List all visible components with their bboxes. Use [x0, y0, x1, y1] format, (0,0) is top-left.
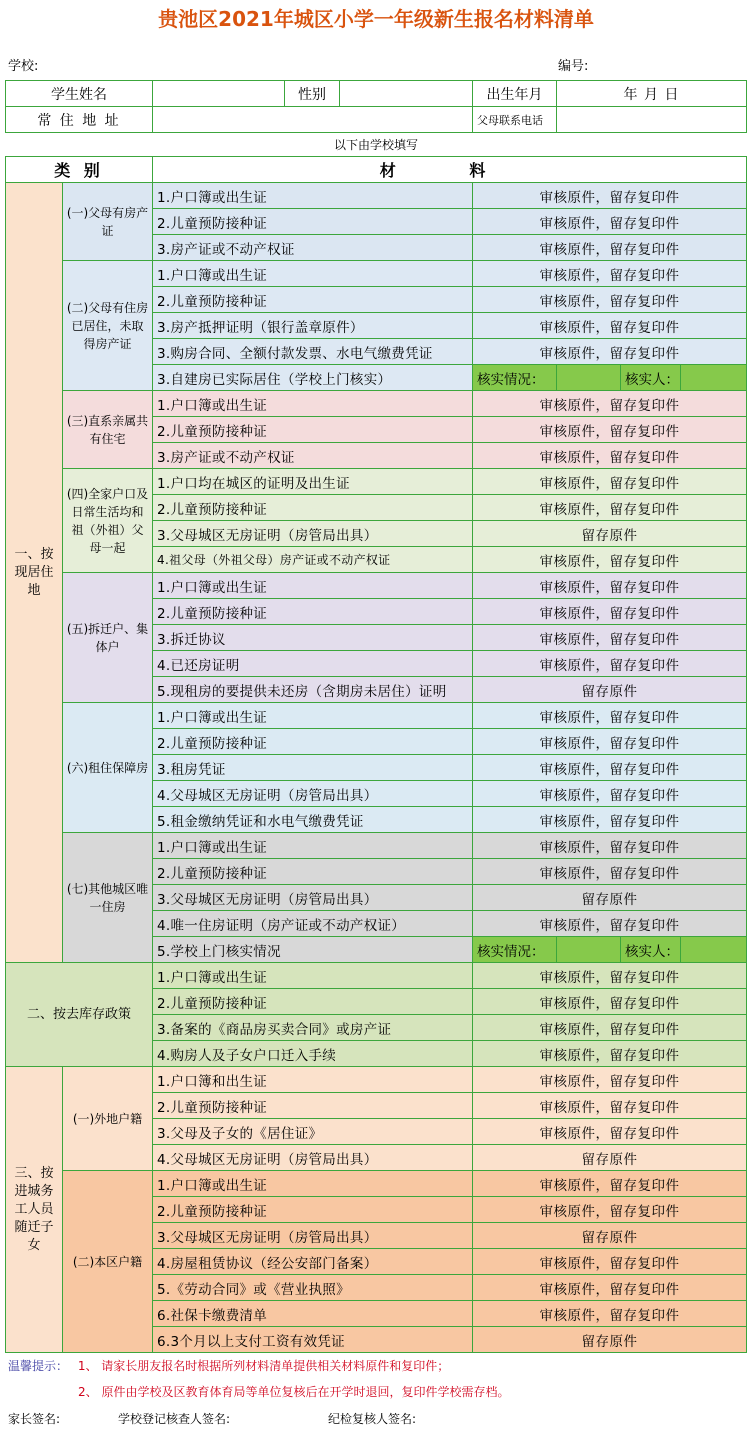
requirement: 审核原件，留存复印件 [473, 1015, 747, 1041]
tip-2: 2、 原件由学校及区教育体育局等单位复核后在开学时退回，复印件学校需存档。 [78, 1385, 510, 1399]
material-item: 1.户口簿或出生证 [153, 573, 473, 599]
material-item: 1.户口簿或出生证 [153, 703, 473, 729]
requirement: 审核原件，留存复印件 [473, 833, 747, 859]
student-name-field[interactable] [153, 81, 285, 107]
verify-label: 核实情况： [473, 365, 557, 391]
material-item: 2.儿童预防接种证 [153, 599, 473, 625]
material-item: 4.唯一住房证明（房产证或不动产权证） [153, 911, 473, 937]
requirement: 审核原件，留存复印件 [473, 625, 747, 651]
category-cell: 二、按去库存政策 [6, 963, 153, 1067]
requirement: 审核原件，留存复印件 [473, 261, 747, 287]
table-row [6, 833, 747, 859]
material-item: 2.儿童预防接种证 [153, 1093, 473, 1119]
requirement: 审核原件，留存复印件 [473, 807, 747, 833]
material-item: 6.3个月以上支付工资有效凭证 [153, 1327, 473, 1353]
table-row [6, 573, 747, 599]
address-label: 常 住 地 址 [6, 107, 153, 133]
material-item: 5.租金缴纳凭证和水电气缴费凭证 [153, 807, 473, 833]
requirement: 审核原件，留存复印件 [473, 755, 747, 781]
material-item: 4.父母城区无房证明（房管局出具） [153, 781, 473, 807]
requirement: 审核原件，留存复印件 [473, 911, 747, 937]
material-item: 1.户口簿或出生证 [153, 963, 473, 989]
parent-signature: 家长签名: [8, 1412, 61, 1426]
requirement: 审核原件，留存复印件 [473, 469, 747, 495]
requirement: 审核原件，留存复印件 [473, 1093, 747, 1119]
birth-date-label: 出生年月 [473, 81, 557, 107]
material-item: 5.学校上门核实情况 [153, 937, 473, 963]
subcategory-cell: (二)父母有住房已居住，未取得房产证 [63, 261, 153, 391]
requirement: 审核原件，留存复印件 [473, 963, 747, 989]
registrar-signature: 学校登记核查人签名: [118, 1412, 231, 1426]
material-item: 2.儿童预防接种证 [153, 1197, 473, 1223]
verifier-label: 核实人： [621, 937, 681, 963]
subcategory-cell: (七)其他城区唯一住房 [63, 833, 153, 963]
material-item: 2.儿童预防接种证 [153, 729, 473, 755]
material-item: 2.儿童预防接种证 [153, 859, 473, 885]
materials-table [5, 156, 747, 1353]
table-row [6, 469, 747, 495]
material-item: 3.租房凭证 [153, 755, 473, 781]
inspector-signature: 纪检复核人签名: [328, 1412, 417, 1426]
subcategory-cell: (一)父母有房产证 [63, 183, 153, 261]
requirement: 审核原件，留存复印件 [473, 183, 747, 209]
material-item: 2.儿童预防接种证 [153, 209, 473, 235]
verify-label: 核实情况： [473, 937, 557, 963]
material-item: 1.户口簿或出生证 [153, 183, 473, 209]
material-header: 材 料 [153, 157, 747, 183]
material-item: 2.儿童预防接种证 [153, 989, 473, 1015]
requirement: 审核原件，留存复印件 [473, 209, 747, 235]
requirement: 审核原件，留存复印件 [473, 651, 747, 677]
requirement: 审核原件，留存复印件 [473, 339, 747, 365]
number-label: 编号: [558, 59, 589, 74]
table-row [6, 391, 747, 417]
requirement: 留存原件 [473, 1327, 747, 1353]
requirement: 留存原件 [473, 677, 747, 703]
requirement: 审核原件，留存复印件 [473, 573, 747, 599]
requirement: 审核原件，留存复印件 [473, 781, 747, 807]
requirement: 审核原件，留存复印件 [473, 391, 747, 417]
table-row [6, 963, 747, 989]
table-row [6, 703, 747, 729]
table-row [6, 261, 747, 287]
requirement: 审核原件，留存复印件 [473, 1041, 747, 1067]
category-header: 类 别 [6, 157, 153, 183]
birth-date-field[interactable]: 年 月 日 [557, 81, 747, 107]
table-row [6, 1171, 747, 1197]
requirement: 审核原件，留存复印件 [473, 235, 747, 261]
tip-2-line [78, 1382, 509, 1402]
material-item: 4.房屋租赁协议（经公安部门备案） [153, 1249, 473, 1275]
material-item: 3.父母城区无房证明（房管局出具） [153, 1223, 473, 1249]
student-info-table [5, 80, 747, 133]
requirement: 审核原件，留存复印件 [473, 989, 747, 1015]
requirement: 审核原件，留存复印件 [473, 1301, 747, 1327]
gender-field[interactable] [340, 81, 473, 107]
requirement: 审核原件，留存复印件 [473, 1275, 747, 1301]
address-field[interactable] [153, 107, 473, 133]
subcategory-cell: (一)外地户籍 [63, 1067, 153, 1171]
verify-field[interactable] [557, 365, 621, 391]
parent-phone-field[interactable] [557, 107, 747, 133]
requirement: 留存原件 [473, 1145, 747, 1171]
requirement: 审核原件，留存复印件 [473, 1119, 747, 1145]
material-item: 1.户口均在城区的证明及出生证 [153, 469, 473, 495]
requirement: 审核原件，留存复印件 [473, 1171, 747, 1197]
category-cell: 一、按现居住地 [6, 183, 63, 963]
requirement: 留存原件 [473, 1223, 747, 1249]
material-item: 1.户口簿或出生证 [153, 391, 473, 417]
material-item: 1.户口簿和出生证 [153, 1067, 473, 1093]
tips [8, 1356, 449, 1376]
requirement: 审核原件，留存复印件 [473, 547, 747, 573]
material-item: 3.备案的《商品房买卖合同》或房产证 [153, 1015, 473, 1041]
material-item: 1.户口簿或出生证 [153, 833, 473, 859]
requirement: 留存原件 [473, 521, 747, 547]
requirement: 审核原件，留存复印件 [473, 495, 747, 521]
page-title: 贵池区2021年城区小学一年级新生报名材料清单 [158, 7, 594, 31]
subcategory-cell: (二)本区户籍 [63, 1171, 153, 1353]
material-item: 3.房产证或不动产权证 [153, 443, 473, 469]
student-name-label: 学生姓名 [6, 81, 153, 107]
material-item: 3.父母城区无房证明（房管局出具） [153, 885, 473, 911]
material-item: 2.儿童预防接种证 [153, 495, 473, 521]
requirement: 审核原件，留存复印件 [473, 729, 747, 755]
material-item: 5.《劳动合同》或《营业执照》 [153, 1275, 473, 1301]
subcategory-cell: (三)直系亲属共有住宅 [63, 391, 153, 469]
gender-label: 性别 [285, 81, 340, 107]
verifier-label: 核实人： [621, 365, 681, 391]
verifier-field[interactable] [681, 937, 747, 963]
material-item: 4.购房人及子女户口迁入手续 [153, 1041, 473, 1067]
school-label: 学校: [8, 59, 39, 74]
requirement: 审核原件，留存复印件 [473, 859, 747, 885]
material-item: 3.自建房已实际居住（学校上门核实） [153, 365, 473, 391]
requirement: 审核原件，留存复印件 [473, 313, 747, 339]
material-item: 1.户口簿或出生证 [153, 1171, 473, 1197]
material-item: 3.房产证或不动产权证 [153, 235, 473, 261]
material-item: 2.儿童预防接种证 [153, 417, 473, 443]
subcategory-cell: (四)全家户口及日常生活均和祖（外祖）父母一起 [63, 469, 153, 573]
requirement: 留存原件 [473, 885, 747, 911]
category-cell: 三、按进城务工人员随迁子女 [6, 1067, 63, 1353]
material-item: 3.购房合同、全额付款发票、水电气缴费凭证 [153, 339, 473, 365]
material-item: 4.父母城区无房证明（房管局出具） [153, 1145, 473, 1171]
material-item: 4.已还房证明 [153, 651, 473, 677]
table-header-row [6, 157, 747, 183]
verifier-field[interactable] [681, 365, 747, 391]
subcategory-cell: (六)租住保障房 [63, 703, 153, 833]
material-item: 3.父母及子女的《居住证》 [153, 1119, 473, 1145]
verify-field[interactable] [557, 937, 621, 963]
school-fill-note: 以下由学校填写 [333, 138, 418, 152]
material-item: 3.拆迁协议 [153, 625, 473, 651]
material-item: 3.父母城区无房证明（房管局出具） [153, 521, 473, 547]
requirement: 审核原件，留存复印件 [473, 1249, 747, 1275]
material-item: 5.现租房的要提供未还房（含期房未居住）证明 [153, 677, 473, 703]
tip-1: 1、 请家长朋友报名时根据所列材料清单提供相关材料原件和复印件； [77, 1359, 450, 1373]
table-row [6, 183, 747, 209]
requirement: 审核原件，留存复印件 [473, 703, 747, 729]
material-item: 2.儿童预防接种证 [153, 287, 473, 313]
subcategory-cell: (五)拆迁户、集体户 [63, 573, 153, 703]
material-item: 1.户口簿或出生证 [153, 261, 473, 287]
material-item: 4.祖父母（外祖父母）房产证或不动产权证 [153, 547, 473, 573]
requirement: 审核原件，留存复印件 [473, 1067, 747, 1093]
requirement: 审核原件，留存复印件 [473, 599, 747, 625]
requirement: 审核原件，留存复印件 [473, 443, 747, 469]
tips-label: 温馨提示： [8, 1359, 69, 1373]
material-item: 6.社保卡缴费清单 [153, 1301, 473, 1327]
parent-phone-label: 父母联系电话 [473, 107, 557, 133]
table-row [6, 1067, 747, 1093]
requirement: 审核原件，留存复印件 [473, 287, 747, 313]
requirement: 审核原件，留存复印件 [473, 417, 747, 443]
requirement: 审核原件，留存复印件 [473, 1197, 747, 1223]
material-item: 3.房产抵押证明（银行盖章原件） [153, 313, 473, 339]
